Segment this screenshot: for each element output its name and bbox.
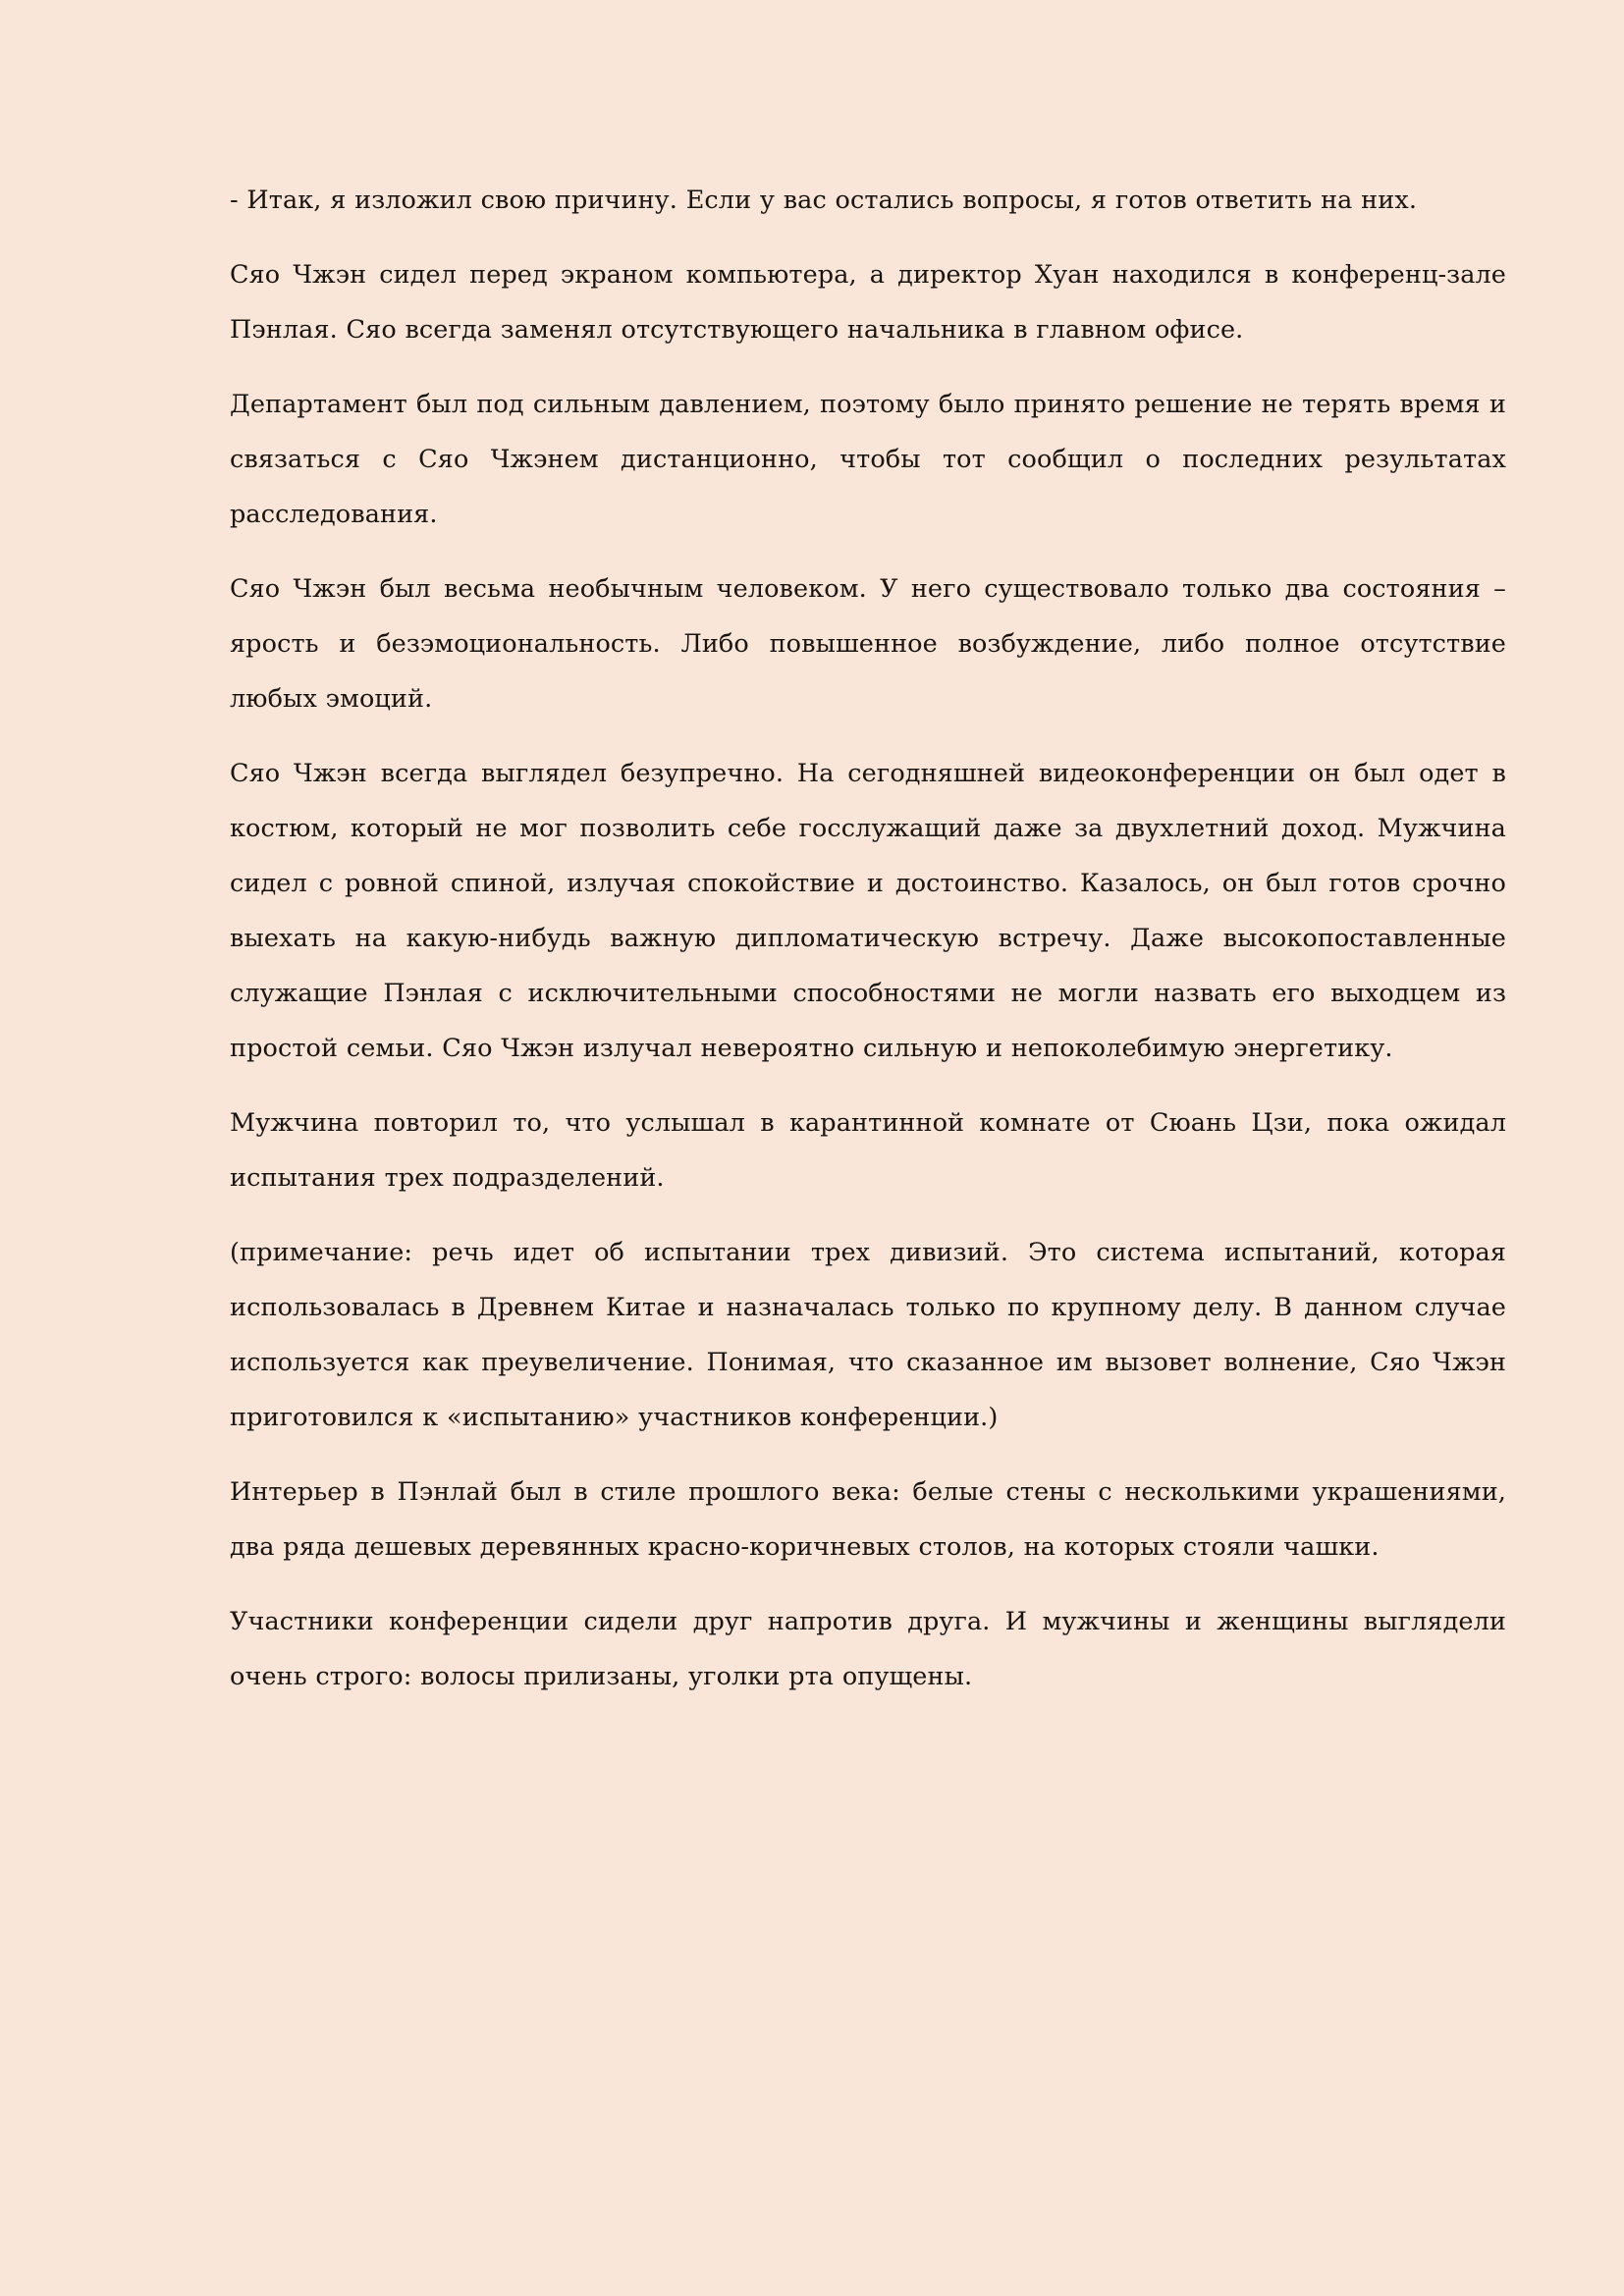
paragraph: Сяо Чжэн был весьма необычным человеком. У него существовало только два состояния – ярость и безэмоциональность. Либо повышенное возбуждение, либо полное отсутствие любых эмоций. [230, 574, 1506, 714]
paragraph: (примечание: речь идет об испытании трех дивизий. Это система испытаний, которая использовалась в Древнем Китае и назначалась только по крупному делу. В данном случае используется как преувеличение. Понимая, что сказанное им вызовет волнение, Сяо Чжэн приготовился к «испытанию» участников конференции.) [230, 1238, 1506, 1432]
paragraph: Департамент был под сильным давлением, поэтому было принято решение не терять время и связаться с Сяо Чжэнем дистанционно, чтобы тот сообщил о последних результатах расследования. [230, 390, 1506, 529]
paragraph: Мужчина повторил то, что услышал в карантинной комнате от Сюань Цзи, пока ожидал испытания трех подразделений. [230, 1108, 1506, 1193]
paragraph: Сяо Чжэн сидел перед экраном компьютера, а директор Хуан находился в конференц-зале Пэнлая. Сяо всегда заменял отсутствующего начальника в главном офисе. [230, 260, 1506, 345]
paragraph: Участники конференции сидели друг напротив друга. И мужчины и женщины выглядели очень строго: волосы прилизаны, уголки рта опущены. [230, 1607, 1506, 1691]
document-text-column [230, 173, 1506, 1704]
paragraph: Сяо Чжэн всегда выглядел безупречно. На сегодняшней видеоконференции он был одет в костюм, который не мог позволить себе госслужащий даже за двухлетний доход. Мужчина сидел с ровной спиной, излучая спокойствие и достоинство. Казалось, он был готов срочно выехать на какую-нибудь важную дипломатическую встречу. Даже высокопоставленные служащие Пэнлая с исключительными способностями не могли назвать его выходцем из простой семьи. Сяо Чжэн излучал невероятно сильную и непоколебимую энергетику. [230, 759, 1506, 1063]
paragraph: Интерьер в Пэнлай был в стиле прошлого века: белые стены с несколькими украшениями, два ряда дешевых деревянных красно-коричневых столов, на которых стояли чашки. [230, 1477, 1506, 1562]
paragraph: - Итак, я изложил свою причину. Если у вас остались вопросы, я готов ответить на них. [230, 186, 1418, 215]
